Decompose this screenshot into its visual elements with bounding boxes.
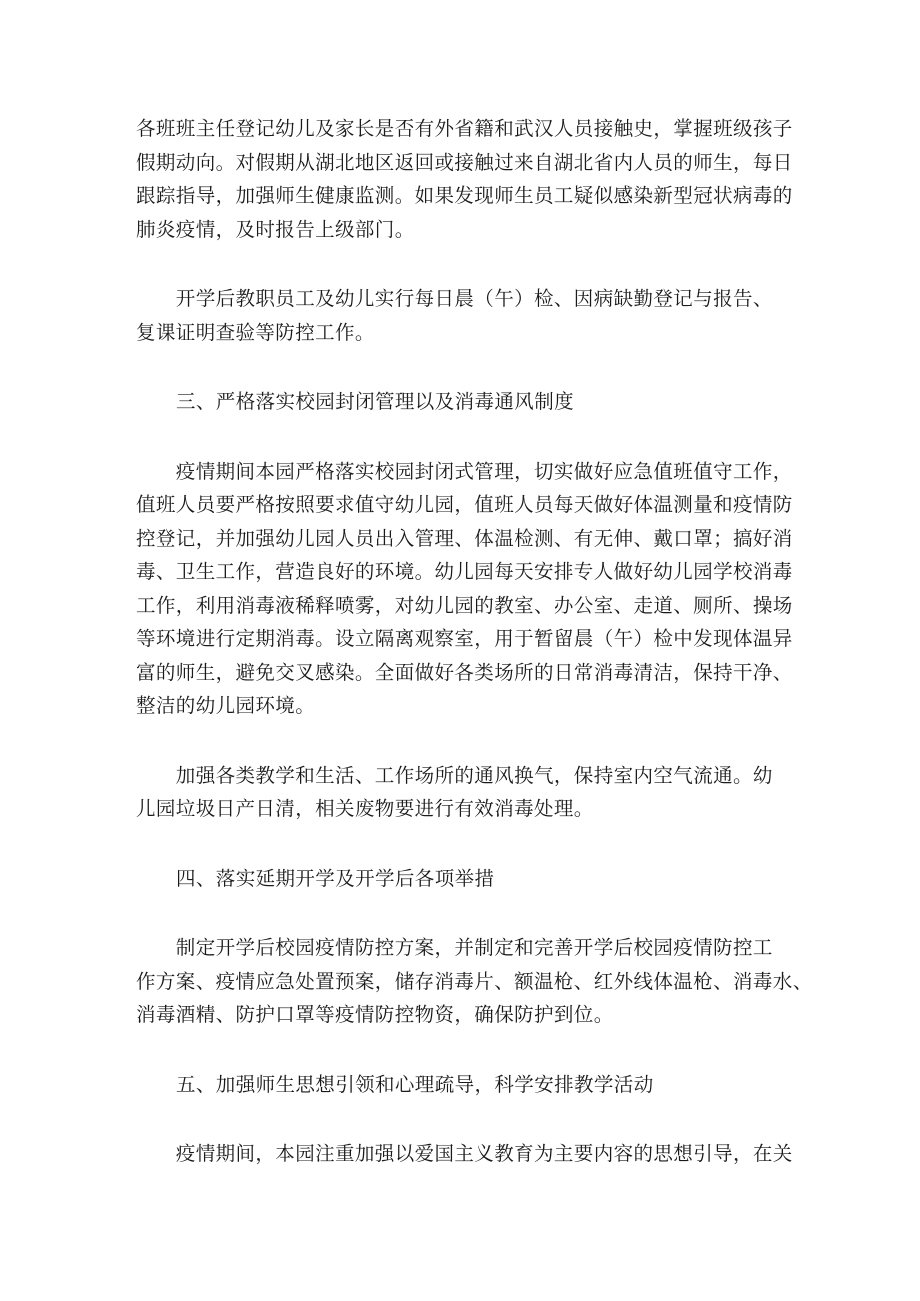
text-line: 疫情期间，本园注重加强以爱国主义教育为主要内容的思想引导，在关 (136, 1142, 793, 1165)
text-line: 各班班主任登记幼儿及家长是否有外省籍和武汉人员接触史，掌握班级孩子 (136, 117, 793, 140)
paragraph-spacer (136, 419, 788, 455)
text-line: 整洁的幼儿园环境。 (136, 694, 316, 717)
paragraph-spacer (136, 246, 788, 282)
text-line: 富的师生，避免交叉感染。全面做好各类场所的日常消毒清洁，保持干净、 (136, 660, 793, 684)
text-line: 制定开学后校园疫情防控方案，并制定和完善开学后校园疫情防控工 (136, 936, 773, 959)
text-line: 假期动向。对假期从湖北地区返回或接触过来自湖北省内人员的师生，每日 (136, 150, 793, 174)
paragraph-closed-management (136, 455, 793, 723)
text-line: 儿园垃圾日产日清，相关废物要进行有效消毒处理。 (136, 797, 594, 820)
paragraph-spacer (136, 1032, 788, 1068)
text-line: 复课证明查验等防控工作。 (136, 320, 375, 344)
paragraph-spacer (136, 349, 788, 385)
paragraph-health-monitoring (136, 112, 793, 246)
section-heading-4: 四、落实延期开学及开学后各项举措 (176, 866, 495, 890)
text-line: 作方案、疫情应急处置预案，储存消毒片、额温枪、红外线体温枪、消毒水、 (136, 969, 813, 993)
text-line: 加强各类教学和生活、工作场所的通风换气，保持室内空气流通。幼 (136, 763, 773, 787)
text-line: 控登记，并加强幼儿园人员出入管理、体温检测、有无伸、戴口罩；搞好消 (136, 526, 793, 550)
text-line: 消毒酒精、防护口罩等疫情防控物资，确保防护到位。 (136, 1003, 614, 1026)
paragraph-ideological-guidance (136, 1137, 793, 1171)
paragraph-spacer (136, 826, 788, 862)
paragraph-daily-check (136, 282, 788, 349)
paragraph-spacer (136, 895, 788, 931)
text-line: 等环境进行定期消毒。设立隔离观察室，用于暂留晨（午）检中发现体温异 (136, 627, 793, 650)
paragraph-ventilation (136, 759, 788, 826)
text-line: 工作，利用消毒液稀释喷雾，对幼儿园的教室、办公室、走道、厕所、操场 (136, 593, 793, 617)
document-page (136, 112, 813, 1171)
section-heading-3: 三、严格落实校园封闭管理以及消毒通风制度 (176, 390, 575, 413)
text-line: 疫情期间本园严格落实校园封闭式管理，切实做好应急值班值守工作， (136, 459, 793, 483)
text-line: 值班人员要严格按照要求值守幼儿园，值班人员每天做好体温测量和疫情防 (136, 493, 793, 516)
paragraph-spacer (136, 723, 788, 759)
paragraph-reopening-plan (136, 931, 813, 1032)
text-line: 跟踪指导，加强师生健康监测。如果发现师生员工疑似感染新型冠状病毒的 (136, 184, 793, 207)
section-heading-5: 五、加强师生思想引领和心理疏导，科学安排教学活动 (176, 1072, 654, 1096)
text-line: 毒、卫生工作，营造良好的环境。幼儿园每天安排专人做好幼儿园学校消毒 (136, 560, 793, 583)
text-line: 肺炎疫情，及时报告上级部门。 (136, 217, 415, 241)
text-line: 开学后教职员工及幼儿实行每日晨（午）检、因病缺勤登记与报告、 (136, 287, 773, 310)
paragraph-spacer (136, 1101, 788, 1137)
